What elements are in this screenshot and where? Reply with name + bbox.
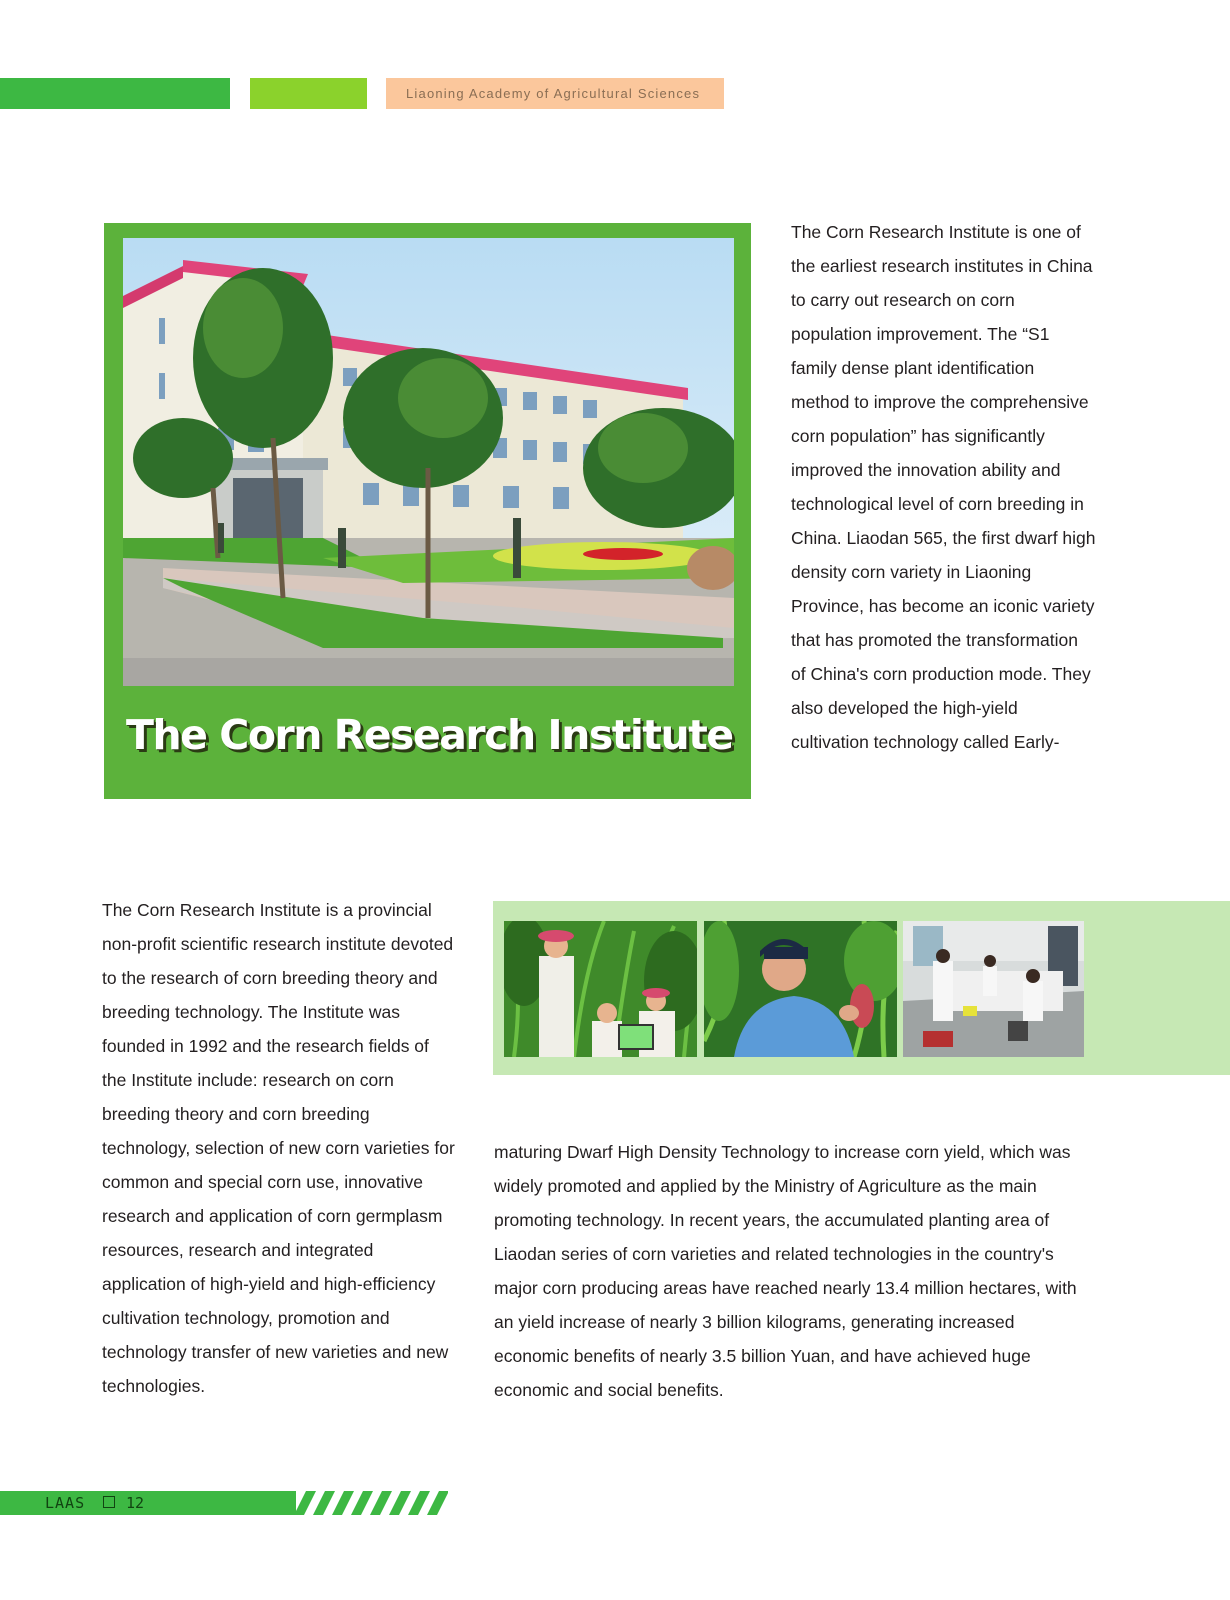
institute-building-photo — [123, 238, 734, 686]
footer-square-icon — [103, 1496, 115, 1508]
header-bar-green — [0, 78, 230, 109]
photo-strip — [493, 901, 1230, 1075]
intro-paragraph: The Corn Research Institute is one of the earliest research institutes in China to carry out research on corn population improvement. The “S1 family dense plant identification method to improve the comprehensive corn population” has significantly improved the innovation ability and technological level of corn breeding in China. Liaodan 565, the first dwarf high density corn variety in Liaoning Province, has become an iconic variety that has promoted the transformation of China's corn production mode. They also developed the high-yield cultivation technology called Early- — [791, 222, 1096, 752]
about-paragraph: The Corn Research Institute is a provincial non-profit scientific research institute devoted to the research of corn breeding theory and breeding technology. The Institute was founded in 1992 and the research fields of the Institute include: research on corn breeding theory and corn breeding technology, selection of new corn varieties for common and special corn use, innovative research and application of corn germplasm resources, research and integrated application of high-yield and high-efficiency cultivation technology, promotion and technology transfer of new varieties and new technologies. — [102, 900, 455, 1396]
footer-stripes — [284, 1491, 448, 1515]
page-number: 12 — [126, 1494, 145, 1512]
footer-label: LAAS — [45, 1494, 86, 1512]
header-bar-lime — [250, 78, 367, 109]
researcher-examining-corn-photo — [704, 921, 897, 1057]
researchers-in-cornfield-photo — [504, 921, 697, 1057]
laboratory-photo — [903, 921, 1084, 1057]
publication-title: Liaoning Academy of Agricultural Sciences — [386, 78, 724, 109]
hero-card — [104, 223, 751, 799]
continued-paragraph: maturing Dwarf High Density Technology to increase corn yield, which was widely promoted and applied by the Ministry of Agriculture as the main promoting technology. In recent years, the accumulated planting area of Liaodan series of corn varieties and related technologies in the country's major corn producing areas have reached nearly 13.4 million hectares, with an yield increase of nearly 3 billion kilograms, generating increased economic benefits of nearly 3.5 billion Yuan, and have achieved huge economic and social benefits. — [494, 1142, 1077, 1400]
hero-title: The Corn Research Institute — [126, 711, 733, 759]
